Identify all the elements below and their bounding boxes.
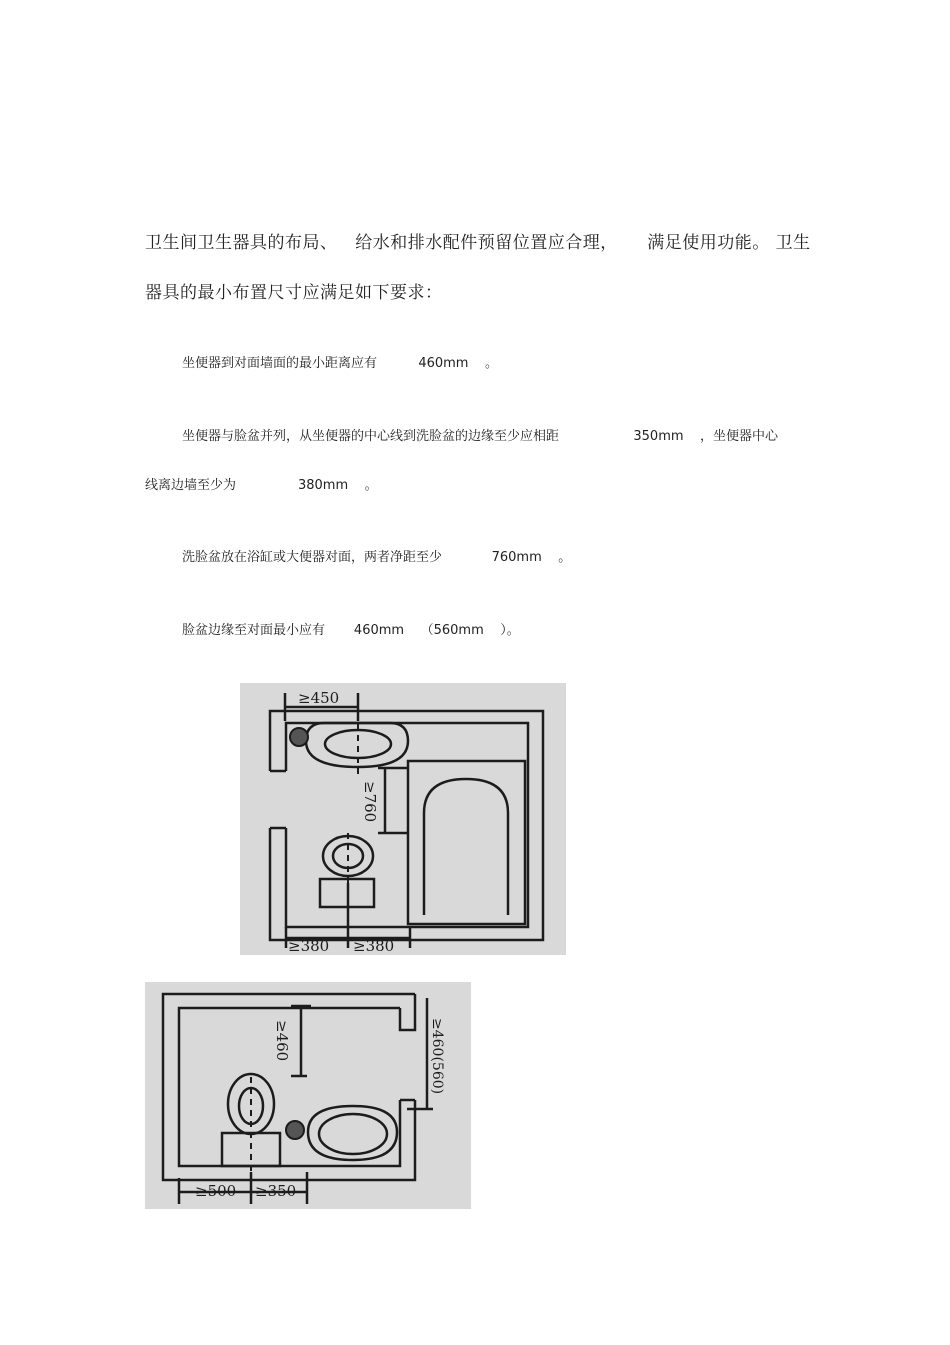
dim-bottom-left-label: ≥500: [195, 1182, 237, 1200]
floor-drain-icon: [290, 728, 308, 746]
requirement-toilet-basin-side: 坐便器与脸盆并列，从坐便器的中心线到洗脸盆的边缘至少应相距 350mm ，坐便器中心: [182, 429, 779, 444]
requirement-toilet-wall: 坐便器到对面墙面的最小距离应有 460mm 。: [182, 356, 498, 371]
dim-top-label: ≥450: [298, 689, 340, 707]
dim-bottom-left-label: ≥380: [288, 937, 330, 955]
dim-vertical-label: ≥760: [361, 781, 379, 823]
dim-bottom-right-label: ≥350: [255, 1182, 297, 1200]
dim-bottom-right-label: ≥380: [353, 937, 395, 955]
requirement-toilet-basin-side-cont: 线离边墙至少为 380mm 。: [145, 478, 378, 493]
dim-vertical-left-label: ≥460: [273, 1020, 291, 1062]
intro-line-2: 器具的最小布置尺寸应满足如下要求：: [145, 283, 443, 303]
bathroom-layout-figure-1: [240, 683, 566, 955]
bathroom-layout-figure-2: [145, 982, 471, 1209]
requirement-basin-opposite: 洗脸盆放在浴缸或大便器对面，两者净距至少 760mm 。: [182, 550, 572, 565]
floor-drain-icon: [286, 1121, 304, 1139]
intro-line-1: 卫生间卫生器具的布局、 给水和排水配件预留位置应合理， 满足使用功能。 卫生: [145, 233, 811, 253]
dim-vertical-right-label: ≥460(560): [429, 1018, 445, 1095]
figure-1-drawing: [240, 683, 566, 955]
figure-2-drawing: [145, 982, 471, 1209]
requirement-basin-edge: 脸盆边缘至对面最小应有 460mm （560mm ）。: [182, 623, 520, 638]
